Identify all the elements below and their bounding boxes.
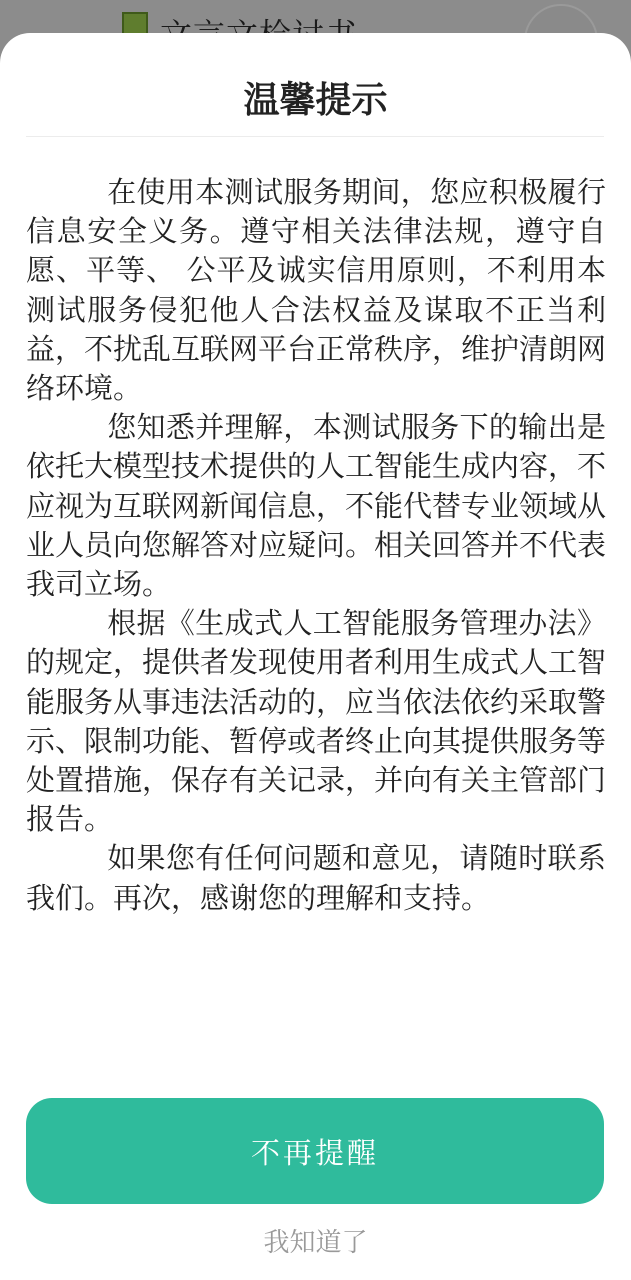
- notice-paragraph: 如果您有任何问题和意见，请随时联系我们。再次，感谢您的理解和支持。: [26, 841, 606, 915]
- dialog-title: 温馨提示: [243, 80, 388, 121]
- notice-paragraph: 在使用本测试服务期间，您应积极履行信息安全义务。遵守相关法律法规，遵守自愿、平等、 公平及诚实信用原则，不利用本测试服务侵犯他人合法权益及谋取不正当利益，不扰乱互联网平台正常秩序，维护清朗网络环境。: [26, 175, 607, 406]
- acknowledge-link[interactable]: 我知道了: [263, 1228, 368, 1258]
- title-divider: [26, 136, 604, 137]
- notice-dialog: [0, 33, 631, 1280]
- notice-paragraph: 您知悉并理解，本测试服务下的输出是依托大模型技术提供的人工智能生成内容，不应视为互联网新闻信息，不能代替专业领域从业人员向您解答对应疑问。相关回答并不代表我司立场。: [26, 410, 607, 602]
- dont-remind-button[interactable]: 不再提醒: [26, 1098, 604, 1204]
- dialog-body: [26, 173, 606, 918]
- notice-paragraph: 根据《生成式人工智能服务管理办法》的规定，提供者发现使用者利用生成式人工智能服务从事违法活动的，应当依法依约采取警示、限制功能、暂停或者终止向其提供服务等处置措施，保存有关记录，并向有关主管部门报告。: [26, 606, 607, 837]
